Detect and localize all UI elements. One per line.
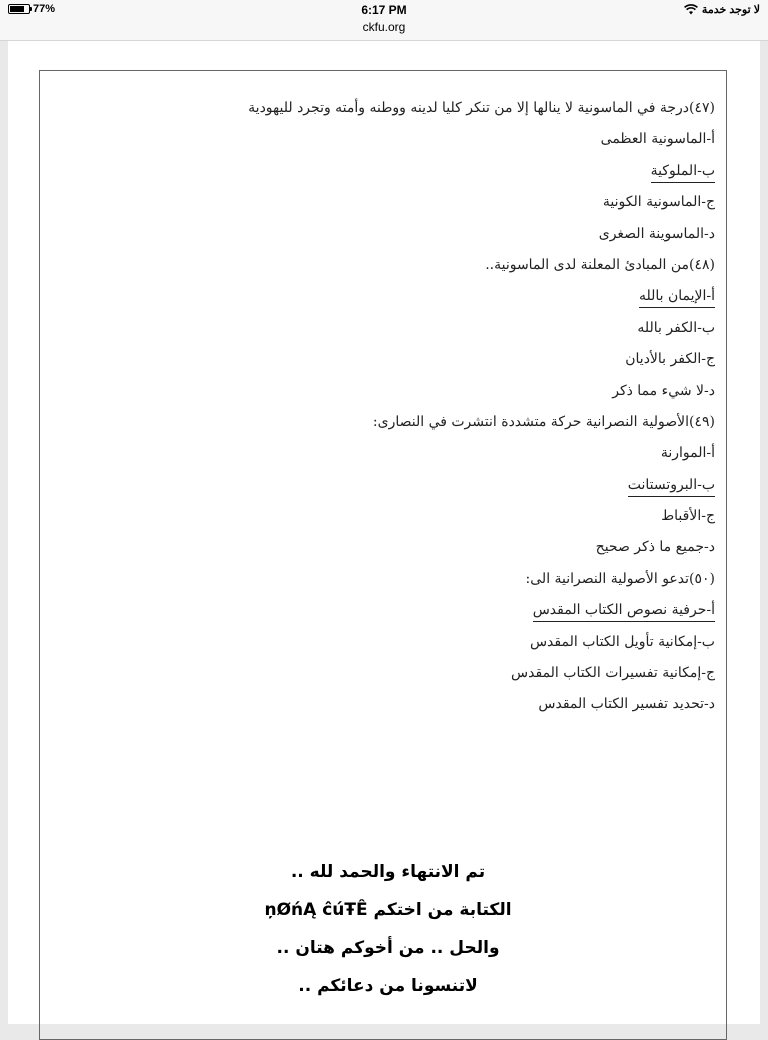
document-page	[8, 41, 760, 1024]
option-48-d: د-لا شيء مما ذكر	[612, 382, 715, 399]
address-bar-url[interactable]: ckfu.org	[362, 20, 406, 34]
closing-block	[68, 853, 708, 1005]
option-47-b-correct: ب-الملوكية	[58, 156, 715, 187]
question-49: (٤٩)الأصولية النصرانية حركة متشددة انتشرت في النصارى:	[372, 413, 715, 430]
carrier-label: لا توجد خدمة	[701, 4, 760, 16]
option-48-b: ب-الكفر بالله	[637, 319, 715, 336]
battery-percent: 77%	[33, 3, 56, 15]
question-48: (٤٨)من المبادئ المعلنة لدى الماسونية..	[485, 256, 715, 273]
option-49-a: أ-الموارنة	[660, 445, 715, 462]
question-47: (٤٧)درجة في الماسونية لا ينالها إلا من تنكر كليا لدينه ووطنه وأمته وتجرد لليهودية	[248, 100, 715, 116]
author-signature: ņØńĄ ĉúŦÊ	[264, 900, 368, 920]
question-50: (٥٠)تدعو الأصولية النصرانية الى:	[525, 570, 715, 587]
wifi-icon	[684, 4, 698, 15]
option-49-b-correct: ب-البروتستانت	[58, 470, 715, 501]
option-50-a-correct: أ-حرفية نصوص الكتاب المقدس	[58, 595, 715, 626]
option-48-a-correct: أ-الإيمان بالله	[58, 281, 715, 312]
closing-line-3: والحل .. من أخوكم هتان ..	[276, 938, 500, 958]
closing-line-2-prefix: الكتابة من اختكم	[373, 900, 512, 920]
option-49-c: ج-الأقباط	[661, 508, 715, 525]
option-50-d: د-تحديد تفسير الكتاب المقدس	[538, 696, 715, 713]
question-list	[58, 93, 715, 721]
option-47-d: د-الماسوينة الصغرى	[598, 225, 715, 242]
option-47-c: ج-الماسونية الكونية	[602, 194, 715, 211]
option-50-c: ج-إمكانية تفسيرات الكتاب المقدس	[511, 665, 715, 682]
closing-line-4: لاتنسونا من دعائكم ..	[298, 976, 478, 996]
closing-line-1: تم الانتهاء والحمد لله ..	[290, 862, 486, 882]
option-48-c: ج-الكفر بالأديان	[625, 351, 715, 368]
option-49-d: د-جميع ما ذكر صحيح	[595, 539, 715, 556]
status-bar	[0, 0, 768, 41]
closing-line-2	[68, 891, 708, 929]
option-47-a: أ-الماسونية العظمى	[600, 131, 715, 148]
carrier-status	[684, 3, 760, 16]
option-50-b: ب-إمكانية تأويل الكتاب المقدس	[529, 633, 715, 650]
clock: 6:17 PM	[361, 3, 407, 17]
